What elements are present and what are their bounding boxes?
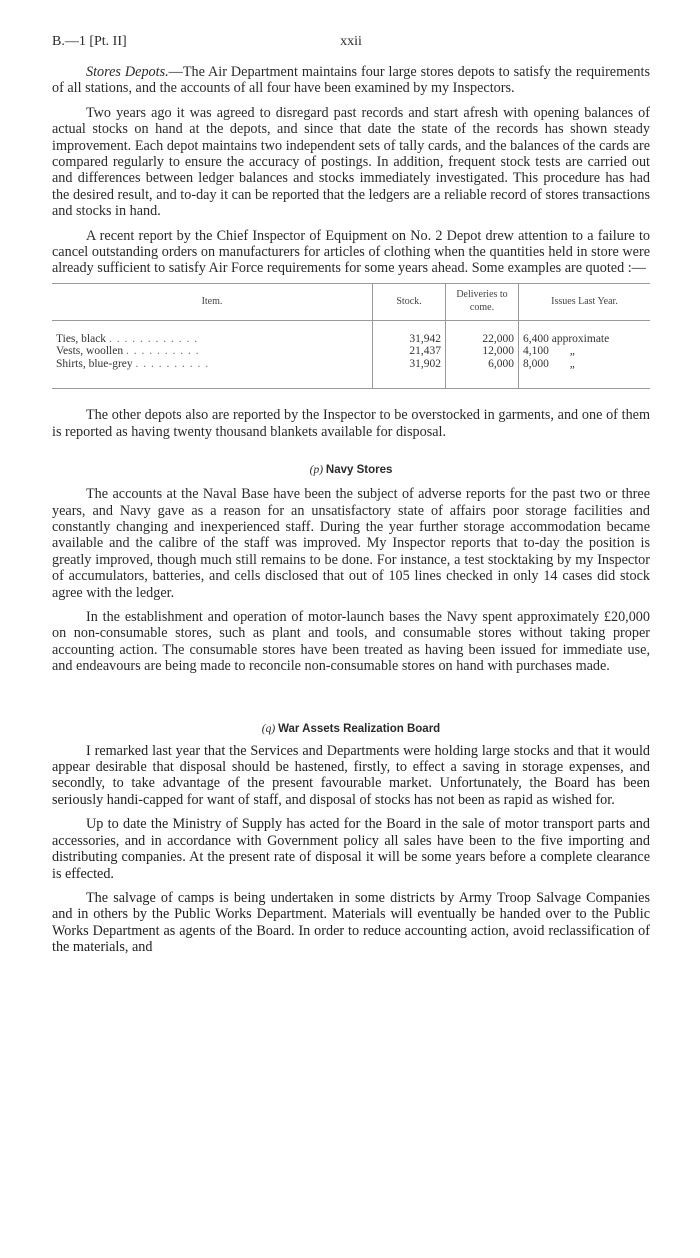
paragraph: I remarked last year that the Services and Departments were holding large stocks and that it would appear desirable that disposal should be hastened, firstly, to effect a saving in storage expenses, and secondly, to take advantage of the present favourable market. Unfortunately, the Board has been seriously handi-capped for want of staff, and disposal of stocks has not been as rapid as wished for. [52,742,650,808]
table-row [52,345,650,358]
ditto-mark: „ [569,345,575,358]
stock-table [52,283,650,390]
stores-depots-section [52,64,650,277]
cell-item: Shirts, blue-grey . . . . . . . . . . [52,358,373,389]
section-title: Navy Stores [325,464,393,477]
header-reference: B.—1 [Pt. II] [52,34,127,49]
page-header [52,34,650,54]
paragraph: The salvage of camps is being undertaken in some districts by Army Troop Salvage Companies and in others by the Public Works Department. Materials will eventually be handed over to the Public Works Department as agents of the Board. In order to reduce accounting action, avoid reclassification of the materials, and [52,889,650,956]
table-row [52,358,650,389]
table-spacer-row [52,320,650,333]
paragraph: Stores Depots.—The Air Department maintains four large stores depots to satisfy the requirements of all stations, and the accounts of all four have been examined by my Inspectors. [52,64,650,97]
leader-dots: . . . . . . . . . . [125,345,200,358]
cell-stock: 31,902 [373,358,446,389]
paragraph: The accounts at the Naval Base have been the subject of adverse reports for the past two or three years, and Navy gave as a reason for an unsatisfactory state of affairs poor storage facilities and constantly changing and inexperienced staff. During the year further storage accommodation became available and the calibre of the staff was improved. My Inspector reports that to-day the position is greatly improved, though much still remains to be done. For instance, a test stocktaking by my Inspector of accumulators, batteries, and cells disclosed that out of 105 lines checked in only 14 cases did stock agree with the ledger. [52,486,650,601]
cell-item: Ties, black . . . . . . . . . . . . [56,332,199,345]
cell-deliveries: 22,000 [446,333,519,346]
section-label: (q) [261,722,276,735]
section-heading-navy-stores [52,464,650,476]
column-header-item: Item. [52,283,373,320]
cell-issues: 4,100 „ [519,345,651,358]
cell-stock: 31,942 [373,333,446,346]
page-number: xxii [340,34,362,49]
paragraph: A recent report by the Chief Inspector of Equipment on No. 2 Depot drew attention to a failure to cancel outstanding orders on manufacturers for articles of clothing when the quantities held in store were already sufficient to satisfy Air Force requirements for some years ahead. Some examples are quoted :— [52,227,650,277]
paragraph: Up to date the Ministry of Supply has acted for the Board in the sale of motor transport parts and accessories, and in accordance with Government policy all sales have been to the five importing and distributing companies. At the present rate of disposal it will be some years before a complete clearance is effected. [52,816,650,882]
table-row [52,333,650,346]
section-heading-war-assets [52,723,650,735]
cell-issues: 8,000 „ [519,358,651,389]
paragraph-lead: Stores Depots. [86,64,169,80]
document-page [52,34,650,956]
leader-dots: . . . . . . . . . . [135,357,210,370]
leader-dots: . . . . . . . . . . . . [108,332,199,345]
section-label: (p) [309,464,324,477]
cell-deliveries: 6,000 [446,358,519,389]
cell-issues: 6,400 approximate [519,333,651,346]
navy-stores-section [52,486,650,674]
column-header-issues: Issues Last Year. [519,283,651,320]
paragraph: Two years ago it was agreed to disregard past records and start afresh with opening balances of actual stocks on hand at the depots, and since that date the state of the records has shown steady improvement. Each depot maintains two independent sets of tally cards, and the balances of the cards are compared regularly to ensure the accuracy of postings. In addition, frequent stock tests are carried out and differences between ledger balances and stocks immediately investigated. This procedure has had the desired result, and to-day it can be reported that the ledgers are a reliable record of stores transactions and stocks in hand. [52,104,650,220]
paragraph: In the establishment and operation of motor-launch bases the Navy spent approximately £20,000 on non-consumable stores, such as plant and tools, and consumable stores without taking proper accounting action. The consumable stores have been treated as having been issued for immediate use, and endeavours are being made to reconcile non-consumable stores on hand with purchases made. [52,609,650,675]
section-title: War Assets Realization Board [278,722,441,735]
paragraph: The other depots also are reported by the Inspector to be overstocked in garments, and one of them is reported as having twenty thousand blankets available for disposal. [52,407,650,440]
cell-item: Vests, woollen . . . . . . . . . . [56,345,200,358]
after-table-section [52,407,650,440]
war-assets-section [52,743,650,956]
column-header-deliveries: Deliveries to come. [446,283,519,320]
cell-stock: 21,437 [373,345,446,358]
cell-deliveries: 12,000 [446,345,519,358]
table-header-row [52,283,650,320]
ditto-mark: „ [569,357,575,370]
column-header-stock: Stock. [373,283,446,320]
